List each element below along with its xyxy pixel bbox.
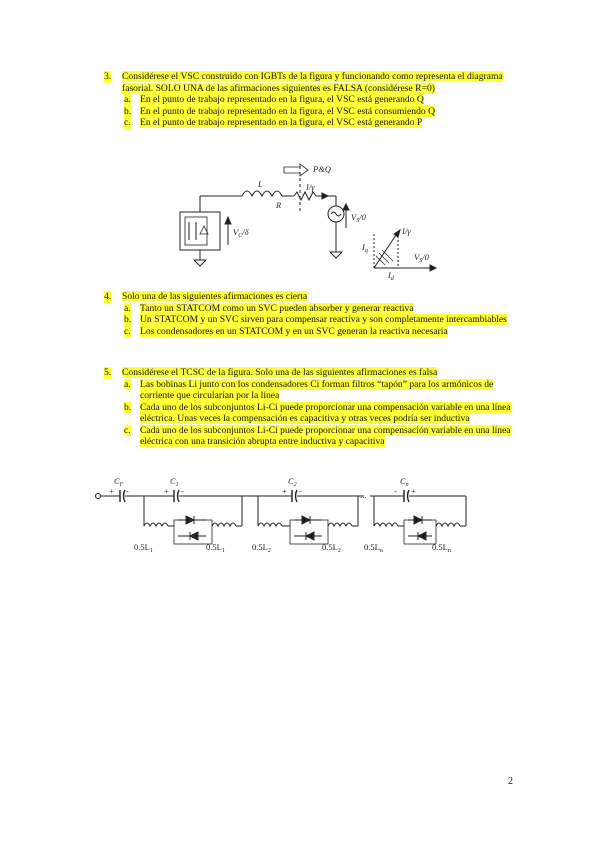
label-cn: $C_n$ [400,476,409,488]
label-L: L [258,179,263,189]
option-letter: c. [124,325,131,337]
label-iq: $I_q$ [362,242,368,254]
question-number: 5. [104,367,112,378]
option-a [124,303,514,315]
tcsc-circuit-figure [94,474,474,554]
option-letter: c. [124,424,131,436]
label-vs: $V_S/0$ [351,212,366,224]
option-letter: c. [124,117,131,128]
option-letter: b. [124,401,132,413]
label-minus: - [299,486,302,496]
vsc-circuit-figure [176,160,446,282]
option-c [124,326,514,338]
option-letter: b. [124,105,132,117]
label-minus: - [181,486,184,496]
option-b [124,402,514,425]
option-letter: a. [124,378,131,390]
label-c2: $C_2$ [288,476,297,488]
label-l1b: $0.5L_1$ [206,542,225,554]
inductor-L [242,191,282,196]
label-plus: + [109,486,114,496]
option-letter: a. [124,302,131,314]
label-i-gamma: I/γ [306,182,315,192]
question-number: 3. [104,71,112,82]
option-letter: b. [124,314,132,325]
label-R: R [276,200,282,210]
option-text: En el punto de trabajo representado en la figura, el VSC está generando Q [140,94,424,105]
label-l1a: $0.5L_1$ [134,542,153,554]
option-text: Tanto un STATCOM como un SVC pueden absorber y generar reactiva [140,302,414,314]
option-a [124,379,514,402]
question-5 [104,367,514,448]
label-c1: $C_1$ [170,476,179,488]
label-plus: + [411,486,416,496]
page-number: 2 [508,776,513,787]
label-lna: $0.5L_n$ [364,542,383,554]
option-text: Cada uno de los subconjuntos Li-Ci puede proporcionar una compensación variable en una línea eléctrica. Unas veces la compensación es capacitiva y otras veces podría ser inductiva [140,401,511,424]
question-stem: Solo una de las siguientes afirmaciones es cierta [122,291,308,302]
label-minus: - [394,486,397,496]
question-stem: Considérese el VSC construido con IGBTs de la figura y funcionando como representa el diagrama fasorial. SOLO UNA de las afirmaciones siguientes es FALSA (considérese R=0) [122,71,503,94]
option-text: En el punto de trabajo representado en la figura, el VSC está consumiendo Q [140,105,436,117]
label-lnb: $0.5L_n$ [432,542,451,554]
phasor-i [374,232,398,268]
label-vs-phasor: $V_S/0$ [414,252,429,264]
label-pq: P&Q [313,164,331,174]
label-dots: ... [360,490,367,500]
option-letter: a. [124,94,131,105]
label-l2b: $0.5L_2$ [322,542,341,554]
option-text: Las bobinas Li junto con los condensadores Ci forman filtros “tapón” para los armónicos de corriente que circularían por la línea [140,378,494,401]
option-c [124,117,514,129]
question-3 [104,71,514,129]
option-b [124,106,514,118]
label-id: $I_d$ [388,270,394,282]
label-cf: $C_F$ [114,476,124,488]
vsc-converter-box [180,212,220,250]
option-text: Cada uno de los subconjuntos Li-Ci puede proporcionar una compensación variable en una línea eléctrica con una transición abrupta entre inductiva y capacitiva [140,424,511,447]
label-vc: $V_C/\delta$ [233,227,249,239]
resistor-R [294,192,316,200]
question-stem: Considérese el TCSC de la figura. Solo una de las siguientes afirmaciones es falsa [122,367,438,378]
option-c [124,425,514,448]
label-minus: - [126,486,129,496]
question-number: 4. [104,291,112,302]
option-b [124,314,514,326]
label-l2a: $0.5L_2$ [252,542,271,554]
label-i-gamma-phasor: I/γ [402,226,411,236]
option-text: Un STATCOM y un SVC sirven para compensar reactiva y son completamente intercambiables [140,314,507,325]
option-text: Los condensadores en un STATCOM y en un SVC generan la reactiva necesaria [140,325,448,337]
label-plus: + [164,486,169,496]
question-4 [104,291,514,337]
label-plus: + [282,486,287,496]
option-a [124,94,514,106]
option-text: En el punto de trabajo representado en la figura, el VSC está generando P [140,117,423,128]
